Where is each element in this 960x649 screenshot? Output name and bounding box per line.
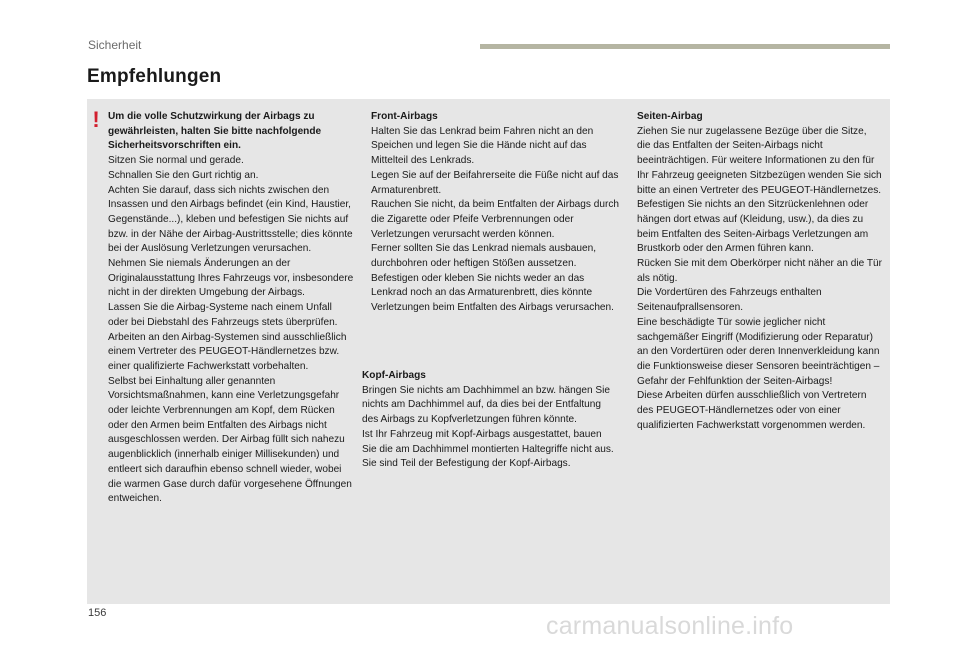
paragraph: Rauchen Sie nicht, da beim Entfalten der Airbags durch die Zigarette oder Pfeife Verbrennungen oder Verletzungen verursacht werden können. xyxy=(371,199,620,240)
paragraph: Legen Sie auf der Beifahrerseite die Füße nicht auf das Armaturenbrett. xyxy=(371,169,619,196)
paragraph: Achten Sie darauf, dass sich nichts zwischen den Insassen und den Airbags befindet (ein Kind, Haustier, Gegenstände...), kleben und befestigen Sie nichts auf bzw. in der Nähe der Airbag-Austrittsstelle; dies könnte bei der Auslösung Verletzungen verursachen. xyxy=(108,184,353,255)
warning-lead: Um die volle Schutzwirkung der Airbags zu gewährleisten, halten Sie bitte nachfolgende Sicherheitsvorschriften ein. xyxy=(108,111,322,152)
paragraph: Ziehen Sie nur zugelassene Bezüge über die Sitze, die das Entfalten der Seiten-Airbags nicht beeinträchtigen. Für weitere Informationen zu den für Ihr Fahrzeug geeigneten Sitzbezügen wenden Sie sich bitte an einen Vertreter des PEUGEOT-Händlernetzes. xyxy=(637,125,882,196)
side-airbag-heading: Seiten-Airbag xyxy=(637,111,703,122)
paragraph: Ist Ihr Fahrzeug mit Kopf-Airbags ausgestattet, bauen Sie die am Dachhimmel montierten Haltegriffe nicht aus. Sie sind Teil der Befestigung der Kopf-Airbags. xyxy=(362,428,614,470)
paragraph: Rücken Sie mit dem Oberkörper nicht näher an die Tür als nötig. xyxy=(637,258,882,284)
section-label: Sicherheit xyxy=(88,38,142,52)
paragraph: Nehmen Sie niemals Änderungen an der Originalausstattung Ihres Fahrzeugs vor, insbesondere nicht in der direkten Umgebung der Airbags. xyxy=(108,258,354,299)
front-airbags-heading: Front-Airbags xyxy=(371,111,438,122)
side-airbag-column xyxy=(637,110,882,433)
paragraph: Arbeiten an den Airbag-Systemen sind ausschließlich einem Vertreter des PEUGEOT-Händlernetzes bzw. einer qualifizierte Fachwerkstatt vorbehalten. xyxy=(108,331,347,372)
head-airbags-heading: Kopf-Airbags xyxy=(362,370,426,381)
warning-column xyxy=(108,110,354,507)
page-title: Empfehlungen xyxy=(87,66,222,87)
paragraph: Eine beschädigte Tür sowie jeglicher nicht sachgemäßer Eingriff (Modifizierung oder Reparatur) an den Vordertüren oder deren Innenverkleidung kann die Funktionsweise dieser Sensoren beeinträchtigen – Gefahr der Fehlfunktion der Seiten-Airbags! xyxy=(637,316,880,387)
paragraph: Schnallen Sie den Gurt richtig an. xyxy=(108,169,259,181)
exclamation-icon: ! xyxy=(92,107,100,132)
paragraph: Die Vordertüren des Fahrzeugs enthalten Seitenaufprallsensoren. xyxy=(637,287,822,314)
paragraph: Selbst bei Einhaltung aller genannten Vorsichtsmaßnahmen, kann eine Verletzungsgefahr oder leichte Verbrennungen am Kopf, dem Rücken oder den Armen beim Entfalten des Airbags nicht ausgeschlossen werden. Der Airbag füllt sich nahezu augenblicklich (innerhalb einiger Millisekunden) und entleert sich daraufhin ebenso schnell wieder, wobei die warmen Gase durch dafür vorgesehene Öffnungen entweichen. xyxy=(108,375,352,505)
paragraph: Ferner sollten Sie das Lenkrad niemals ausbauen, durchbohren oder heftigen Stößen aussetzen. xyxy=(371,243,596,270)
head-airbags-column xyxy=(362,369,614,472)
watermark: carmanualsonline.info xyxy=(546,612,794,640)
paragraph: Halten Sie das Lenkrad beim Fahren nicht an den Speichen und legen Sie die Hände nicht auf das Mittelteil des Lenkrads. xyxy=(371,125,594,167)
paragraph: Lassen Sie die Airbag-Systeme nach einem Unfall oder bei Diebstahl des Fahrzeugs stets überprüfen. xyxy=(108,302,338,328)
paragraph: Befestigen oder kleben Sie nichts weder an das Lenkrad noch an das Armaturenbrett, dies könnte Verletzungen beim Entfalten des Airbags verursachen. xyxy=(371,272,614,314)
paragraph: Bringen Sie nichts am Dachhimmel an bzw. hängen Sie nichts am Dachhimmel auf, da dies bei der Entfaltung des Airbags zu Kopfverletzungen führen könnte. xyxy=(362,384,610,426)
paragraph: Diese Arbeiten dürfen ausschließlich von Vertretern des PEUGEOT-Händlernetzes oder von einer qualifizierten Fachwerkstatt vorgenommen werden. xyxy=(637,390,867,431)
paragraph: Sitzen Sie normal und gerade. xyxy=(108,155,244,167)
paragraph: Befestigen Sie nichts an den Sitzrückenlehnen oder hängen dort etwas auf (Kleidung, usw.), da dies zu beim Entfalten des Seiten-Airbags Verletzungen am Brustkorb oder den Armen führen kann. xyxy=(637,199,869,255)
front-airbags-column xyxy=(371,110,619,316)
header-rule xyxy=(480,44,890,49)
page-number: 156 xyxy=(88,607,107,619)
